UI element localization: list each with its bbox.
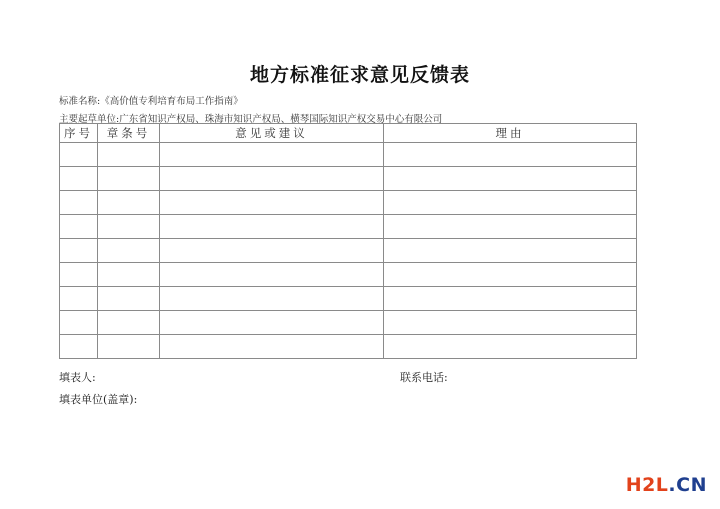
cell-opinion[interactable] [160,215,384,239]
site-watermark [626,474,707,496]
watermark-part-2: .CN [668,474,707,496]
table-row [60,191,637,215]
standard-name: 标准名称:《高价值专利培育布局工作指南》 [59,96,243,107]
table-row [60,335,637,359]
cell-clause[interactable] [98,215,160,239]
cell-serial[interactable] [60,287,98,311]
table-body [60,143,637,359]
phone-label: 联系电话: [400,371,448,384]
cell-clause[interactable] [98,335,160,359]
cell-serial[interactable] [60,335,98,359]
cell-reason[interactable] [384,215,637,239]
cell-reason[interactable] [384,143,637,167]
cell-serial[interactable] [60,143,98,167]
table-header-row [60,124,637,143]
filler-label: 填表人: [59,371,96,384]
cell-serial[interactable] [60,311,98,335]
unit-seal-label: 填表单位(盖章): [59,393,138,406]
cell-serial[interactable] [60,215,98,239]
table-row [60,143,637,167]
cell-clause[interactable] [98,143,160,167]
cell-opinion[interactable] [160,263,384,287]
cell-reason[interactable] [384,287,637,311]
cell-reason[interactable] [384,311,637,335]
cell-clause[interactable] [98,311,160,335]
cell-clause[interactable] [98,191,160,215]
cell-reason[interactable] [384,239,637,263]
cell-reason[interactable] [384,167,637,191]
cell-opinion[interactable] [160,311,384,335]
col-header-reason: 理由 [384,124,637,143]
cell-opinion[interactable] [160,191,384,215]
cell-opinion[interactable] [160,239,384,263]
cell-serial[interactable] [60,167,98,191]
cell-opinion[interactable] [160,143,384,167]
cell-opinion[interactable] [160,335,384,359]
table-row [60,239,637,263]
cell-clause[interactable] [98,239,160,263]
cell-reason[interactable] [384,263,637,287]
cell-clause[interactable] [98,287,160,311]
feedback-table [59,123,637,359]
cell-clause[interactable] [98,167,160,191]
cell-opinion[interactable] [160,167,384,191]
cell-clause[interactable] [98,263,160,287]
drafting-units: 主要起草单位:广东省知识产权局、珠海市知识产权局、横琴国际知识产权交易中心有限公司 [59,114,443,125]
table-row [60,263,637,287]
table-row [60,311,637,335]
form-title: 地方标准征求意见反馈表 [249,64,470,86]
col-header-clause: 章条号 [98,124,160,143]
col-header-opinion: 意见或建议 [160,124,384,143]
cell-reason[interactable] [384,191,637,215]
table-row [60,287,637,311]
watermark-part-1: H2L [625,474,669,496]
table-row [60,215,637,239]
cell-serial[interactable] [60,239,98,263]
col-header-serial: 序号 [60,124,98,143]
cell-reason[interactable] [384,335,637,359]
cell-serial[interactable] [60,191,98,215]
cell-opinion[interactable] [160,287,384,311]
cell-serial[interactable] [60,263,98,287]
table-row [60,167,637,191]
